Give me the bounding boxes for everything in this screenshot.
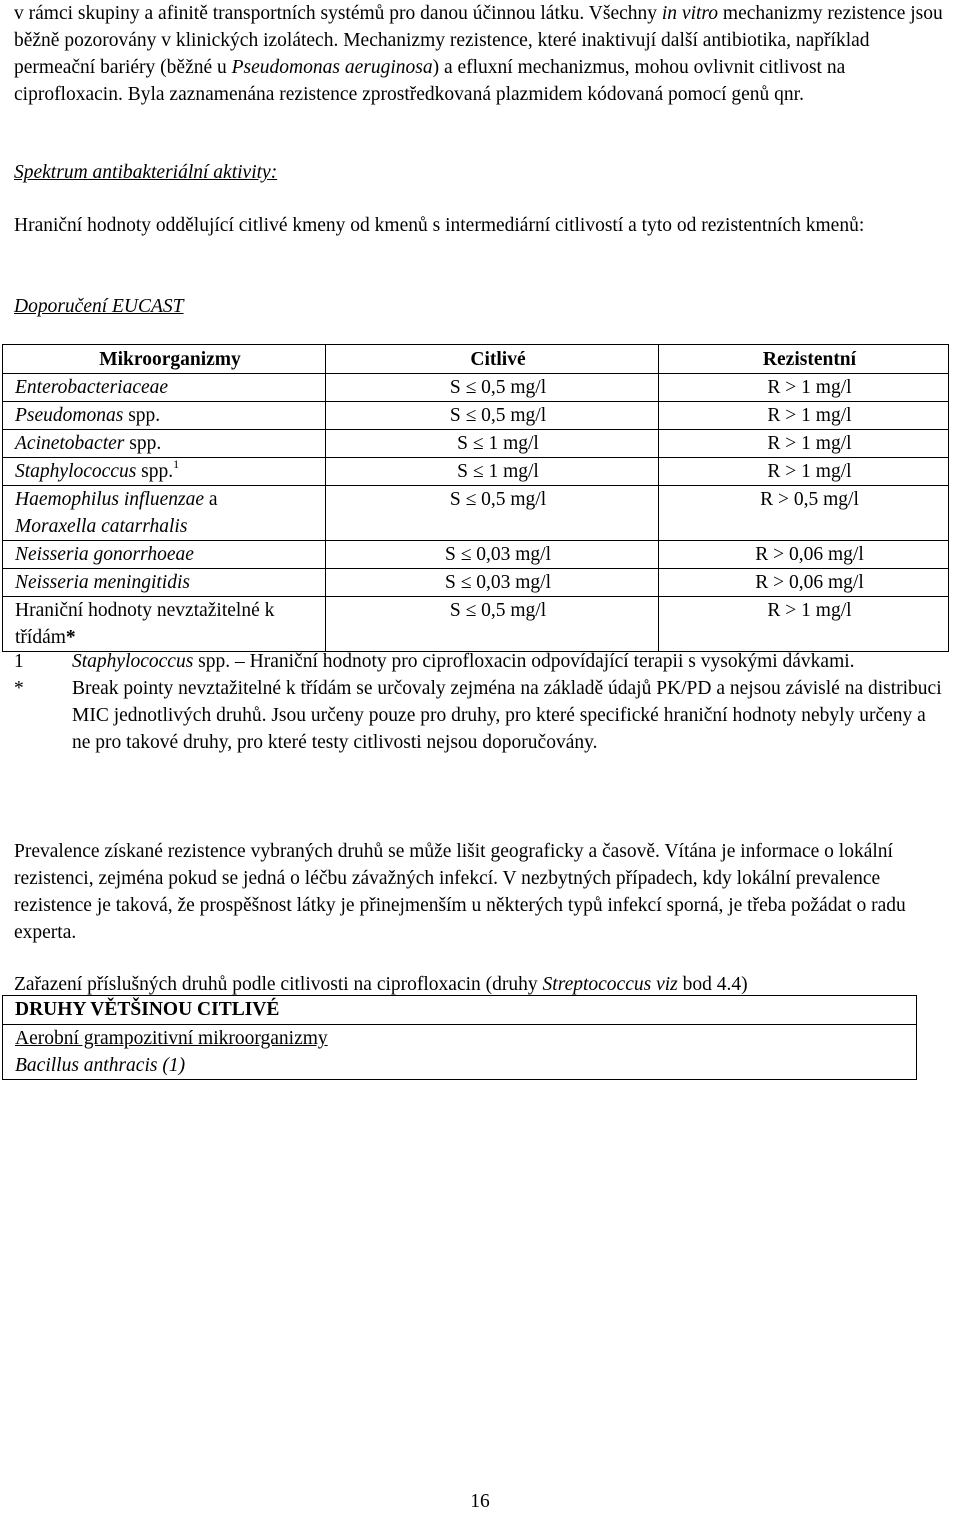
box-subtitle: Aerobní grampozitivní mikroorganizmy bbox=[15, 1028, 328, 1049]
table-notes bbox=[14, 648, 949, 756]
table-header-row bbox=[3, 345, 949, 374]
eucast-heading: Doporučení EUCAST bbox=[14, 296, 184, 317]
table-row: Pseudomonas spp. S ≤ 0,5 mg/l R > 1 mg/l bbox=[3, 402, 949, 430]
table-row: Enterobacteriaceae S ≤ 0,5 mg/l R > 1 mg/l bbox=[3, 374, 949, 402]
table-row: Neisseria meningitidis S ≤ 0,03 mg/l R > 0,06 mg/l bbox=[3, 569, 949, 597]
header-organisms: Mikroorganizmy bbox=[3, 345, 326, 374]
spectrum-heading: Spektrum antibakteriální aktivity: bbox=[14, 162, 278, 183]
table-row: Haemophilus influenzae a Moraxella catarrhalis S ≤ 0,5 mg/l R > 0,5 mg/l bbox=[3, 486, 949, 541]
header-resistant: Rezistentní bbox=[659, 345, 949, 374]
table-row: Neisseria gonorrhoeae S ≤ 0,03 mg/l R > 0,06 mg/l bbox=[3, 541, 949, 569]
header-susceptible: Citlivé bbox=[470, 349, 526, 370]
table-row: Staphylococcus spp.$^1$ S ≤ 1 mg/l R > 1 mg/l bbox=[3, 458, 949, 486]
table-row: Acinetobacter spp. S ≤ 1 mg/l R > 1 mg/l bbox=[3, 430, 949, 458]
prevalence-paragraph: Prevalence získané rezistence vybraných druhů se může lišit geograficky a časově. Vítána je informace o lokální rezistenci, zejména pokud se jedná o léčbu závažných infekcí. V nezbytných případech, kdy lokální prevalence rezistence je taková, že prospěšnost látky je přinejmenším u některých typů infekcí sporná, je třeba požádat o radu experta. bbox=[14, 841, 906, 943]
table-row: Hraniční hodnoty nevztažitelné k třídám* S ≤ 0,5 mg/l R > 1 mg/l bbox=[3, 597, 949, 652]
breakpoints-intro: Hraniční hodnoty oddělující citlivé kmeny od kmenů s intermediární citlivostí a tyto od rezistentních kmenů: bbox=[14, 215, 865, 236]
intro-paragraph: v rámci skupiny a afinitě transportních systémů pro danou účinnou látku. Všechny in vitro mechanizmy rezistence jsou běžně pozorovány v klinických izolátech. Mechanizmy rezistence, které inaktivují další antibiotika, například permeační bariéry (běžné u Pseudomonas aeruginosa) a efluxní mechanizmus, mohou ovlivnit citlivost na ciprofloxacin. Byla zaznamenána rezistence zprostředkovaná plazmidem kódovaná pomocí genů qnr. bbox=[14, 3, 943, 105]
footnote: * Break pointy nevztažitelné k třídám se určovaly zejména na základě údajů PK/PD a nejsou závislé na distribuci MIC jednotlivých druhů. Jsou určeny pouze pro druhy, pro které specifické hraniční hodnoty nebyly určeny a ne pro takové druhy, pro které testy citlivosti nejsou doporučovány. bbox=[14, 678, 942, 753]
page-number: 16 bbox=[470, 1491, 490, 1512]
classification-box bbox=[2, 995, 917, 1080]
footnote: 1 Staphylococcus spp. – Hraniční hodnoty pro ciprofloxacin odpovídající terapii s vysokými dávkami. bbox=[14, 651, 855, 672]
breakpoints-table bbox=[2, 344, 949, 652]
classification-line: Zařazení příslušných druhů podle citlivosti na ciprofloxacin (druhy Streptococcus viz bod 4.4) bbox=[14, 974, 748, 995]
box-item: Bacillus anthracis (1) bbox=[15, 1055, 186, 1076]
box-title: DRUHY VĚTŠINOU CITLIVÉ bbox=[3, 996, 916, 1025]
